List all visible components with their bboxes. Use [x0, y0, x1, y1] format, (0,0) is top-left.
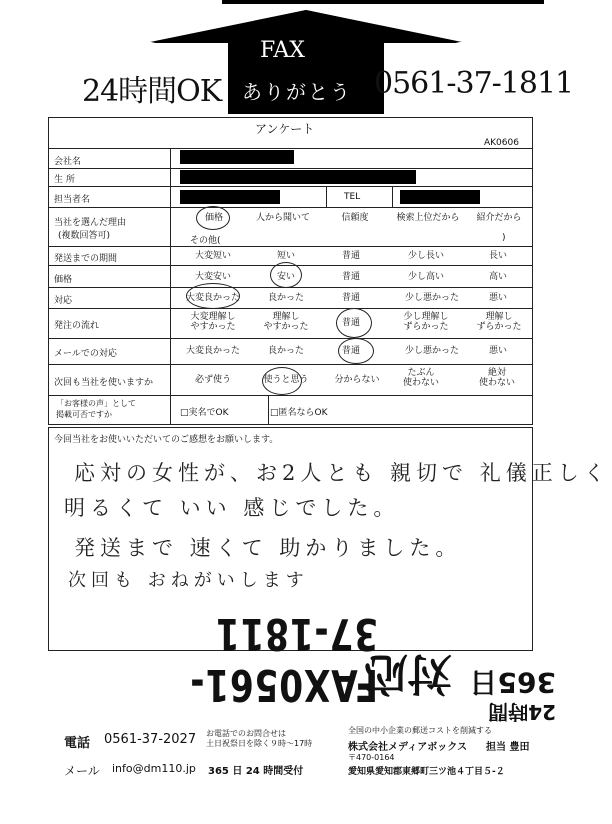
rule: [48, 207, 533, 208]
reason-label: 当社を選んだ理由: [54, 218, 127, 228]
footer-24h: 24時間: [488, 700, 556, 724]
rule: [48, 338, 533, 339]
option[interactable]: 少し長い: [407, 251, 444, 261]
option[interactable]: 必ず使う: [194, 375, 231, 385]
header-phone: 0561-37-1811: [374, 66, 574, 101]
rule: [48, 148, 533, 149]
reason-other[interactable]: その他(: [190, 236, 221, 246]
row-label: 発送までの期間: [54, 254, 118, 264]
option[interactable]: 少し高い: [407, 272, 444, 282]
handwritten-line: 応対の女性が、お2人とも 親切で 礼儀正しく: [74, 461, 610, 485]
reason-price[interactable]: 価格: [204, 213, 223, 223]
mail-label: メール: [64, 764, 100, 778]
address-label: 生 所: [54, 175, 75, 185]
header-24h: 24時間OK: [82, 74, 222, 109]
mail-address[interactable]: info@dm110.jp: [112, 762, 196, 775]
company-contact: 担当 豊田: [486, 742, 530, 753]
tel-label: TEL: [344, 192, 361, 202]
option[interactable]: 普通: [341, 346, 360, 356]
footer-taiou: 対応: [364, 648, 452, 699]
mail-note: 365 日 24 時間受付: [208, 766, 304, 777]
option[interactable]: 大変安い: [194, 272, 231, 282]
option[interactable]: 良かった: [267, 346, 304, 356]
rule: [48, 246, 533, 247]
row-label: 価格: [54, 275, 73, 285]
tel-note-1: お電話でのお問合せは: [206, 729, 286, 738]
option[interactable]: 普通: [341, 272, 360, 282]
voice-label: 「お客様の声」として 掲載可否ですか: [56, 399, 136, 419]
reason-referral[interactable]: 人から聞いて: [255, 213, 310, 223]
reason-introduction[interactable]: 紹介だから: [476, 213, 522, 223]
company-redacted: [180, 150, 294, 164]
tel-footer-number[interactable]: 0561-37-2027: [104, 732, 197, 747]
option[interactable]: 大変良かった: [185, 346, 240, 356]
reason-sub: (複数回答可): [58, 231, 111, 241]
selection-circle: [270, 262, 302, 288]
voice-real-name[interactable]: □実名でOK: [180, 408, 229, 418]
handwritten-line: 明るくて いい 感じでした。: [64, 496, 400, 520]
rule: [48, 308, 533, 309]
option[interactable]: 短い: [276, 251, 295, 261]
option[interactable]: 安い: [276, 272, 295, 282]
option[interactable]: 普通: [341, 318, 360, 328]
company-address: 愛知県愛知郡東郷町三ツ池４丁目５-２: [348, 767, 505, 777]
company-postal: 〒470-0164: [348, 753, 395, 762]
option[interactable]: 高い: [488, 272, 507, 282]
person-label: 担当者名: [54, 195, 91, 205]
tel-redacted: [400, 190, 480, 204]
option[interactable]: 分からない: [334, 375, 380, 385]
option[interactable]: 理解し ずらかった: [476, 312, 522, 332]
footer-365: 365日: [469, 666, 556, 699]
column-rule: [268, 395, 269, 424]
address-redacted: [180, 170, 416, 184]
option[interactable]: 大変理解し やすかった: [190, 312, 236, 332]
option[interactable]: 大変短い: [194, 251, 231, 261]
column-rule: [326, 186, 327, 207]
row-label: 次回も当社を使いますか: [54, 378, 154, 388]
rule: [48, 186, 533, 187]
rule: [48, 364, 533, 365]
option[interactable]: 悪い: [488, 346, 507, 356]
selection-circle: [336, 308, 372, 338]
footer-big-rotated: [56, 608, 556, 724]
option[interactable]: 絶対 使わない: [478, 368, 515, 388]
handwritten-line: 発送まで 速くて 助かりました。: [74, 536, 462, 560]
comment-prompt: 今回当社をお使いいただいてのご感想をお願いします。: [54, 435, 279, 445]
option[interactable]: 使うと思う: [263, 375, 309, 385]
option[interactable]: 大変良かった: [185, 293, 240, 303]
selection-circle: [186, 283, 240, 309]
selection-circle: [262, 367, 302, 395]
option[interactable]: 少し理解し ずらかった: [403, 312, 449, 332]
tel-note-2: 土日祝祭日を除く９時～17時: [206, 739, 313, 748]
column-rule: [170, 148, 171, 424]
selection-circle: [338, 338, 374, 364]
reason-trust[interactable]: 信頼度: [341, 213, 369, 223]
tel-footer-label: 電話: [64, 736, 91, 751]
company-tagline: 全国の中小企業の郵送コストを削減する: [348, 726, 492, 735]
form-code: AK0606: [484, 138, 519, 148]
option[interactable]: 少し悪かった: [404, 346, 459, 356]
company-name: 株式会社メディアボックス: [348, 742, 468, 753]
reason-search[interactable]: 検索上位だから: [396, 213, 460, 223]
option[interactable]: 理解し やすかった: [263, 312, 309, 332]
header-fax: FAX: [260, 38, 305, 63]
column-rule: [392, 186, 393, 207]
company-label: 会社名: [54, 157, 82, 167]
voice-anonymous[interactable]: □匿名ならOK: [270, 408, 328, 418]
footer-big-fax: FAX0561-37-1811: [189, 608, 378, 710]
row-label: 発注の流れ: [54, 321, 100, 331]
header-thanks: ありがとう: [242, 80, 352, 104]
option[interactable]: 悪い: [488, 293, 507, 303]
row-label: 対応: [54, 296, 73, 306]
rule: [48, 168, 533, 169]
form-title: アンケート: [255, 122, 315, 136]
row-label: メールでの対応: [54, 349, 117, 359]
header-top-bar: [222, 0, 544, 4]
reason-other-close: ): [502, 233, 506, 243]
person-redacted: [180, 190, 280, 204]
option[interactable]: 少し悪かった: [404, 293, 459, 303]
option[interactable]: たぶん 使わない: [402, 368, 439, 388]
option[interactable]: 普通: [341, 293, 360, 303]
rule: [48, 395, 533, 396]
selection-circle: [196, 206, 230, 230]
option[interactable]: 普通: [341, 251, 360, 261]
handwritten-line: 次回も おねがいします: [68, 570, 309, 591]
option[interactable]: 良かった: [267, 293, 304, 303]
option[interactable]: 長い: [488, 251, 507, 261]
